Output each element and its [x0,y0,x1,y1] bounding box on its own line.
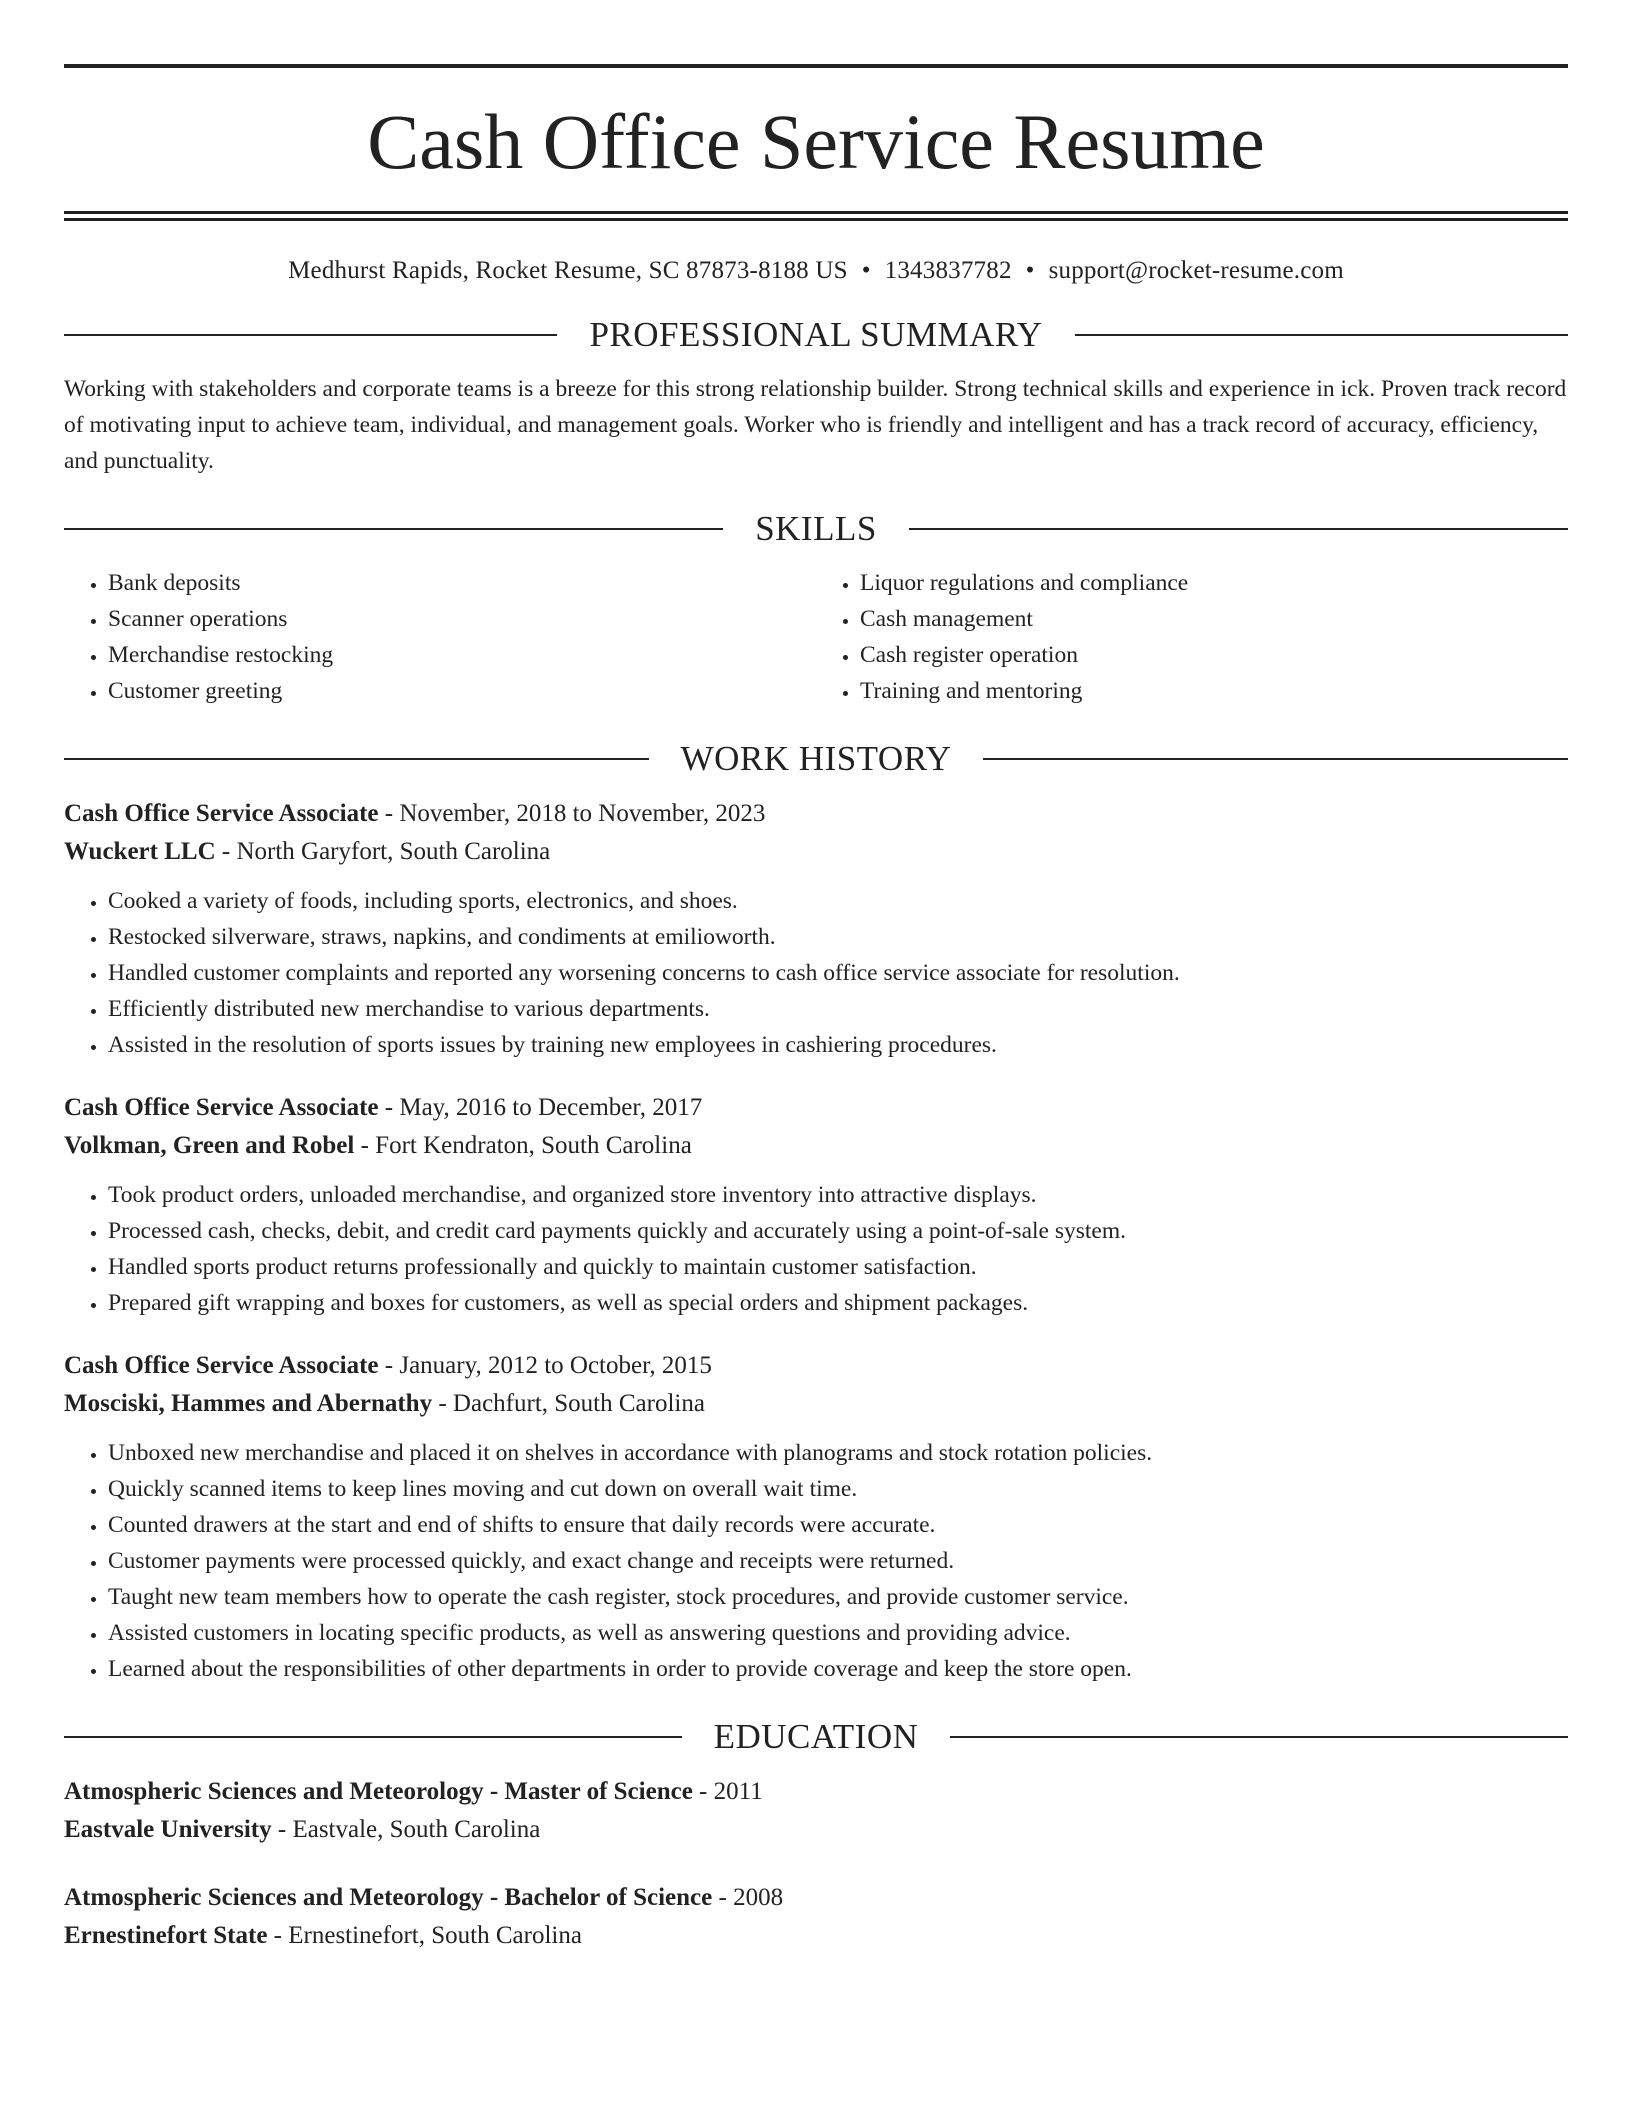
title-double-rule [64,211,1568,221]
skill-item: • Training and mentoring [860,673,1568,709]
heading-rule [983,758,1568,760]
skill-item: • Customer greeting [108,673,816,709]
school-line [64,1917,1568,1955]
degree-year: - 2011 [692,1778,763,1805]
job-company-line [64,833,1568,871]
job-bullet: • Customer payments were processed quickly, and exact change and receipts were returned. [108,1543,1568,1579]
job-bullet: • Learned about the responsibilities of other departments in order to provide coverage and keep the store open. [108,1651,1568,1687]
heading-rule [950,1736,1568,1738]
job-location: - Dachfurt, South Carolina [432,1390,705,1417]
skill-item: • Merchandise restocking [108,637,816,673]
skills-list [64,565,1568,709]
degree-line [64,1773,1568,1811]
section-heading-work [64,739,1568,779]
summary-text: Working with stakeholders and corporate teams is a breeze for this strong relationship builder. Strong technical skills and experience in ick. Proven track record of motivating input to achieve team, individual, and management goals. Worker who is friendly and intelligent and has a track record of accuracy, efficiency, and punctuality. [64,376,1567,474]
heading-rule [1075,334,1568,336]
job-dates: - November, 2018 to November, 2023 [378,800,766,827]
education-entry [64,1773,1568,1849]
job-bullet: • Assisted customers in locating specific products, as well as answering questions and providing advice. [108,1615,1568,1651]
top-rule [64,64,1568,68]
section-heading-summary [64,315,1568,355]
job-entry [64,1347,1568,1687]
skills-column-right [816,565,1568,709]
skill-item: • Cash management [860,601,1568,637]
degree-line [64,1879,1568,1917]
job-bullet: • Taught new team members how to operate the cash register, stock procedures, and provide customer service. [108,1579,1568,1615]
job-title-line [64,795,1568,833]
skills-column-left [64,565,816,709]
skill-item: • Scanner operations [108,601,816,637]
heading-rule [64,528,723,530]
section-heading-education [64,1717,1568,1757]
job-bullet: • Took product orders, unloaded merchandise, and organized store inventory into attractive displays. [108,1177,1568,1213]
section-title: SKILLS [755,509,877,548]
section-heading-skills [64,509,1568,549]
contact-separator: • [861,257,871,284]
job-title-line [64,1089,1568,1127]
skill-item: • Bank deposits [108,565,816,601]
job-bullet: • Assisted in the resolution of sports issues by training new employees in cashiering procedures. [108,1027,1568,1063]
job-company-line [64,1127,1568,1165]
job-bullet: • Processed cash, checks, debit, and credit card payments quickly and accurately using a point-of-sale system. [108,1213,1568,1249]
heading-rule [64,334,557,336]
contact-address: Medhurst Rapids, Rocket Resume, SC 87873-8188 US [288,257,848,284]
school-location: - Eastvale, South Carolina [271,1816,541,1843]
degree-name: Atmospheric Sciences and Meteorology - Bachelor of Science [64,1884,713,1911]
degree-name: Atmospheric Sciences and Meteorology - Master of Science [64,1778,693,1805]
job-bullet: • Quickly scanned items to keep lines moving and cut down on overall wait time. [108,1471,1568,1507]
job-dates: - May, 2016 to December, 2017 [378,1094,703,1121]
contact-line [64,257,1568,285]
school-location: - Ernestinefort, South Carolina [267,1922,582,1949]
job-company: Volkman, Green and Robel [64,1132,355,1159]
school-name: Ernestinefort State [64,1922,268,1949]
school-line [64,1811,1568,1849]
contact-phone: 1343837782 [884,257,1012,284]
job-bullet: • Unboxed new merchandise and placed it on shelves in accordance with planograms and stock rotation policies. [108,1435,1568,1471]
section-title: EDUCATION [713,1717,919,1756]
job-bullet: • Counted drawers at the start and end of shifts to ensure that daily records were accurate. [108,1507,1568,1543]
job-title: Cash Office Service Associate [64,800,379,827]
job-title-line [64,1347,1568,1385]
job-entry [64,795,1568,1063]
heading-rule [909,528,1568,530]
job-bullet: • Handled sports product returns professionally and quickly to maintain customer satisfaction. [108,1249,1568,1285]
job-company-line [64,1385,1568,1423]
skill-item: • Cash register operation [860,637,1568,673]
job-bullet: • Prepared gift wrapping and boxes for customers, as well as special orders and shipment packages. [108,1285,1568,1321]
resume-title: Cash Office Service Resume [367,98,1265,185]
job-bullet: • Handled customer complaints and reported any worsening concerns to cash office service associate for resolution. [108,955,1568,991]
job-dates: - January, 2012 to October, 2015 [378,1352,712,1379]
job-bullet: • Cooked a variety of foods, including sports, electronics, and shoes. [108,883,1568,919]
section-title: WORK HISTORY [680,739,952,778]
heading-rule [64,758,649,760]
job-title: Cash Office Service Associate [64,1094,379,1121]
job-company: Wuckert LLC [64,838,216,865]
job-bullet: • Efficiently distributed new merchandise to various departments. [108,991,1568,1027]
skill-item: • Liquor regulations and compliance [860,565,1568,601]
section-title: PROFESSIONAL SUMMARY [589,315,1043,354]
job-entry [64,1089,1568,1321]
education-entry [64,1879,1568,1955]
contact-email: support@rocket-resume.com [1048,257,1344,284]
resume-page [64,64,1568,1985]
job-bullet: • Restocked silverware, straws, napkins, and condiments at emilioworth. [108,919,1568,955]
job-bullets [64,883,1568,1063]
job-bullets [64,1177,1568,1321]
job-title: Cash Office Service Associate [64,1352,379,1379]
job-location: - North Garyfort, South Carolina [215,838,551,865]
job-location: - Fort Kendraton, South Carolina [354,1132,692,1159]
job-company: Mosciski, Hammes and Abernathy [64,1390,433,1417]
heading-rule [64,1736,682,1738]
job-bullets [64,1435,1568,1687]
school-name: Eastvale University [64,1816,272,1843]
degree-year: - 2008 [712,1884,784,1911]
contact-separator: • [1025,257,1035,284]
